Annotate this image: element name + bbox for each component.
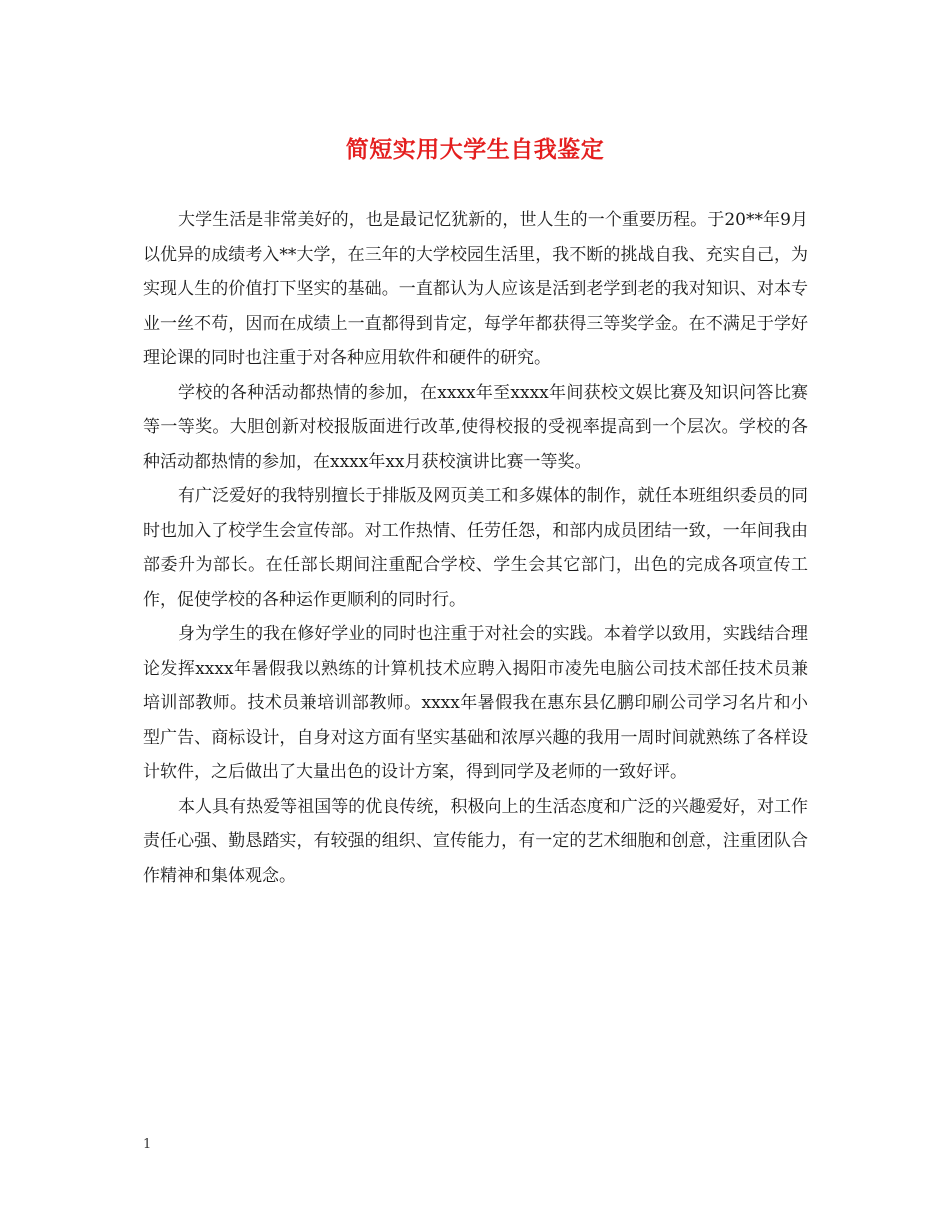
paragraph-5: 本人具有热爱等祖国等的优良传统，积极向上的生活态度和广泛的兴趣爱好，对工作责任心强、勤恳踏实，有较强的组织、宣传能力，有一定的艺术细胞和创意，注重团队合作精神和集体观念。 [143,796,808,886]
paragraph-2: 学校的各种活动都热情的参加，在xxxx年至xxxx年间获校文娱比赛及知识问答比赛等一等奖。大胆创新对校报版面进行改革,使得校报的受视率提高到一个层次。学校的各种活动都热情的参加，在xxxx年xx月获校演讲比赛一等奖。 [143,382,808,472]
paragraph-3: 有广泛爱好的我特别擅长于排版及网页美工和多媒体的制作，就任本班组织委员的同时也加入了校学生会宣传部。对工作热情、任劳任怨，和部内成员团结一致，一年间我由部委升为部长。在任部长期间注重配合学校、学生会其它部门，出色的完成各项宣传工作，促使学校的各种运作更顺利的同时行。 [143,486,808,610]
document-body [143,203,808,893]
paragraph-1: 大学生活是非常美好的，也是最记忆犹新的，世人生的一个重要历程。于20**年9月以优异的成绩考入**大学，在三年的大学校园生活里，我不断的挑战自我、充实自己，为实现人生的价值打下坚实的基础。一直都认为人应该是活到老学到老的我对知识、对本专业一丝不苟，因而在成绩上一直都得到肯定，每学年都获得三等奖学金。在不满足于学好理论课的同时也注重于对各种应用软件和硬件的研究。 [143,210,808,368]
document-title: 简短实用大学生自我鉴定 [345,136,605,163]
paragraph-4: 身为学生的我在修好学业的同时也注重于对社会的实践。本着学以致用，实践结合理论发挥xxxx年暑假我以熟练的计算机技术应聘入揭阳市凌先电脑公司技术部任技术员兼培训部教师。技术员兼培训部教师。xxxx年暑假我在惠东县亿鹏印刷公司学习名片和小型广告、商标设计，自身对这方面有坚实基础和浓厚兴趣的我用一周时间就熟练了各样设计软件，之后做出了大量出色的设计方案，得到同学及老师的一致好评。 [143,624,808,782]
page-number: 1 [143,1137,152,1152]
